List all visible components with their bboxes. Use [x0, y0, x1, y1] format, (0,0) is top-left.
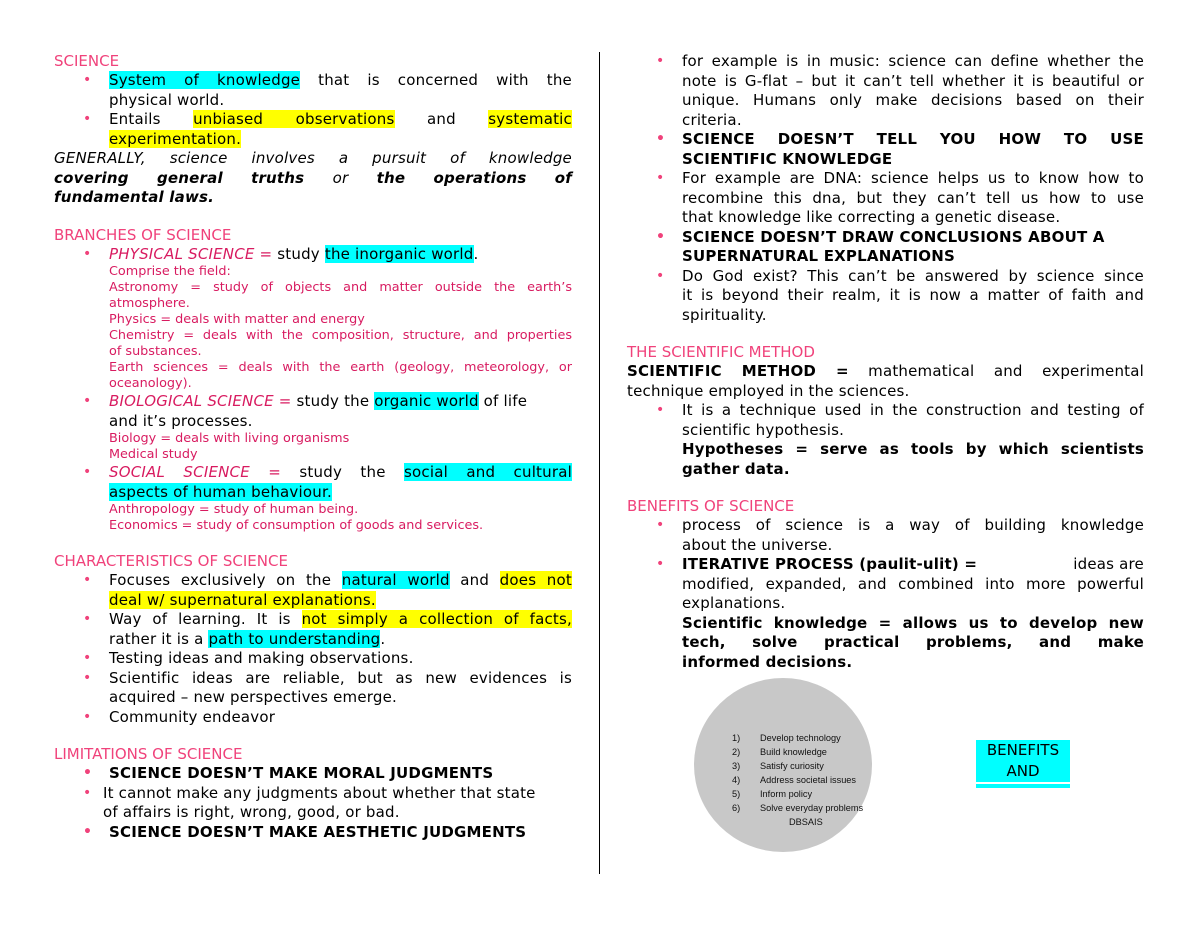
sub-note: Astronomy = study of objects and matter outside the earth’s	[109, 280, 572, 295]
list-item: 3) Satisfy curiosity	[732, 761, 824, 771]
list-item-cont: SUPERNATURAL EXPLANATIONS	[682, 247, 956, 265]
list-item: • For example are DNA: science helps us to know how to	[627, 169, 1144, 189]
list-item-cont: and it’s processes.	[109, 411, 253, 430]
list-item: 1) Develop technology	[732, 733, 841, 743]
list-item-cont: criteria.	[682, 110, 742, 129]
list-item: • SCIENCE DOESN’T MAKE AESTHETIC JUDGMENTS	[54, 823, 572, 843]
list-item-cont: that knowledge like correcting a genetic disease.	[682, 208, 1061, 226]
generally-text: fundamental laws.	[54, 188, 215, 206]
sub-note: Economics = study of consumption of goods and services.	[109, 518, 484, 533]
heading-limitations: LIMITATIONS OF SCIENCE	[54, 745, 243, 763]
generally-text: GENERALLY, science involves a pursuit of knowledge	[54, 149, 572, 167]
list-item: • It is a technique used in the construction and testing of	[627, 401, 1144, 421]
list-item: • It cannot make any judgments about whether that state	[54, 784, 572, 804]
list-item-cont: it is beyond their realm, it is now a matter of faith and	[682, 286, 1144, 304]
list-item: • SCIENCE DOESN’T MAKE MORAL JUDGMENTS	[54, 764, 572, 784]
acronym-label: DBSAIS	[789, 817, 823, 827]
sub-note: Biology = deals with living organisms	[109, 431, 350, 446]
sub-note: Physics = deals with matter and energy	[109, 312, 365, 327]
knowledge-text: informed decisions.	[682, 652, 853, 671]
list-item-cont: aspects of human behaviour.	[109, 482, 332, 501]
right-column	[627, 52, 1144, 672]
list-item-cont: note is G-flat – but it can’t tell whether it is beautiful or	[682, 71, 1144, 90]
benefits-box-underline	[976, 784, 1070, 788]
heading-science: SCIENCE	[54, 52, 120, 70]
list-item: • SCIENCE DOESN’T DRAW CONCLUSIONS ABOUT A	[627, 228, 1144, 248]
list-item: • Way of learning. It is not simply a collection of facts,	[54, 610, 572, 630]
method-definition: SCIENTIFIC METHOD = mathematical and experimental	[627, 362, 1144, 380]
list-item-cont: physical world.	[109, 90, 225, 109]
list-item: • SOCIAL SCIENCE = study the social and cultural	[54, 463, 572, 483]
benefits-list	[732, 731, 863, 815]
benefits-circle	[694, 678, 872, 852]
list-item: • Focuses exclusively on the natural world and does not	[54, 571, 572, 591]
list-item-cont: modified, expanded, and combined into more powerful	[682, 574, 1144, 593]
list-item-cont: of affairs is right, wrong, good, or bad.	[103, 803, 400, 821]
list-item: • process of science is a way of building knowledge	[627, 516, 1144, 536]
benefits-box-line: AND	[976, 761, 1070, 782]
list-item: • Entails unbiased observations and systematic	[54, 110, 572, 130]
list-item-cont: unique. Humans only make decisions based on their	[682, 91, 1144, 109]
sub-note: atmosphere.	[109, 296, 190, 311]
list-item-cont: rather it is a path to understanding.	[109, 629, 386, 648]
heading-characteristics: CHARACTERISTICS OF SCIENCE	[54, 552, 288, 570]
sub-note: Anthropology = study of human being.	[109, 502, 359, 517]
list-item-cont: spirituality.	[682, 305, 767, 324]
list-item-cont: SCIENTIFIC KNOWLEDGE	[682, 149, 893, 168]
hypotheses-text: Hypotheses = serve as tools by which scientists	[682, 440, 1144, 458]
knowledge-text: tech, solve practical problems, and make	[682, 633, 1144, 651]
list-item-cont: experimentation.	[109, 129, 242, 148]
list-item: 6) Solve everyday problems	[732, 803, 864, 813]
list-item: • Community endeavor	[54, 708, 572, 728]
left-column	[54, 52, 572, 842]
column-divider	[599, 52, 600, 874]
list-item: • for example is in music: science can define whether the	[627, 52, 1144, 72]
method-definition: technique employed in the sciences.	[627, 381, 910, 400]
benefits-box	[976, 740, 1070, 788]
list-item: • Testing ideas and making observations.	[54, 649, 572, 669]
heading-benefits: BENEFITS OF SCIENCE	[627, 497, 795, 515]
list-item-cont: acquired – new perspectives emerge.	[109, 688, 397, 706]
list-item: • SCIENCE DOESN’T TELL YOU HOW TO USE	[627, 130, 1144, 150]
sub-note: oceanology).	[109, 376, 192, 391]
benefits-box-line: BENEFITS	[976, 740, 1070, 761]
heading-branches: BRANCHES OF SCIENCE	[54, 225, 232, 244]
sub-note: of substances.	[109, 344, 202, 359]
hypotheses-text: gather data.	[682, 459, 790, 478]
list-item-cont: about the universe.	[682, 535, 833, 554]
list-item: • PHYSICAL SCIENCE = study the inorganic world.	[54, 245, 572, 265]
heading-method: THE SCIENTIFIC METHOD	[627, 343, 815, 361]
list-item-cont: recombine this dna, but they can’t tell us how to use	[682, 188, 1144, 207]
list-item: • Scientific ideas are reliable, but as new evidences is	[54, 669, 572, 689]
sub-note: Chemistry = deals with the composition, structure, and properties	[109, 328, 572, 343]
sub-note: Earth sciences = deals with the earth (geology, meteorology, or	[109, 360, 572, 375]
list-item-cont: deal w/ supernatural explanations.	[109, 590, 376, 609]
sub-note: Medical study	[109, 447, 198, 462]
list-item: • System of knowledge that is concerned with the	[54, 71, 572, 91]
list-item: • Do God exist? This can’t be answered by science since	[627, 267, 1144, 287]
list-item: • BIOLOGICAL SCIENCE = study the organic world of life	[54, 392, 572, 412]
list-item-cont: scientific hypothesis.	[682, 420, 845, 439]
knowledge-text: Scientific knowledge = allows us to develop new	[682, 613, 1144, 632]
list-item: 4) Address societal issues	[732, 775, 857, 785]
generally-text: covering general truths or the operations of	[54, 168, 572, 187]
list-item: 2) Build knowledge	[732, 747, 827, 757]
list-item: 5) Inform policy	[732, 789, 813, 799]
list-item: • ITERATIVE PROCESS (paulit-ulit) = ideas are	[627, 555, 1144, 575]
list-item-cont: explanations.	[682, 594, 786, 612]
sub-note: Comprise the field:	[109, 264, 231, 279]
